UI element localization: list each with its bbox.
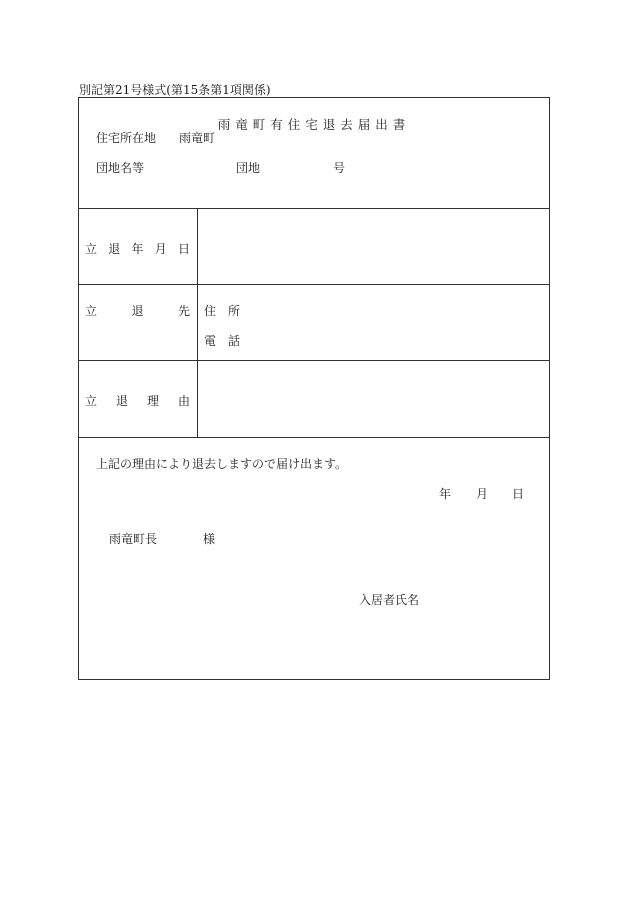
honorific: 様 <box>203 532 216 546</box>
divider-row3 <box>79 437 549 438</box>
move-date-field[interactable] <box>199 209 549 284</box>
recipient-label: 雨竜町長 <box>109 532 158 546</box>
destination-label: 立 退 先 <box>85 304 190 318</box>
form-number-label: 別記第21号様式(第15条第1項関係) <box>79 83 271 97</box>
form-title: 雨竜町有住宅退去届出書 <box>217 117 411 132</box>
destination-address-label[interactable]: 住 所 <box>204 304 241 318</box>
statement-text: 上記の理由により退去しますので届け出ます。 <box>96 457 348 471</box>
complex-name-label: 団地名等 <box>96 161 145 175</box>
address-value[interactable]: 雨竜町 <box>179 131 216 145</box>
date-year[interactable]: 年 <box>439 487 452 501</box>
address-label: 住宅所在地 <box>96 131 157 145</box>
reason-field[interactable] <box>199 361 549 436</box>
divider-row1 <box>79 284 549 285</box>
destination-phone-label[interactable]: 電 話 <box>204 334 241 348</box>
date-month[interactable]: 月 <box>476 487 489 501</box>
date-day[interactable]: 日 <box>512 487 525 501</box>
complex-suffix[interactable]: 団地 <box>236 161 261 175</box>
reason-label: 立 退 理 由 <box>85 394 190 408</box>
signer-name-label[interactable]: 入居者氏名 <box>359 593 420 607</box>
room-number-suffix[interactable]: 号 <box>333 161 346 175</box>
column-divider <box>197 208 198 437</box>
notification-form <box>78 97 550 680</box>
move-date-label: 立 退 年 月 日 <box>85 242 190 256</box>
